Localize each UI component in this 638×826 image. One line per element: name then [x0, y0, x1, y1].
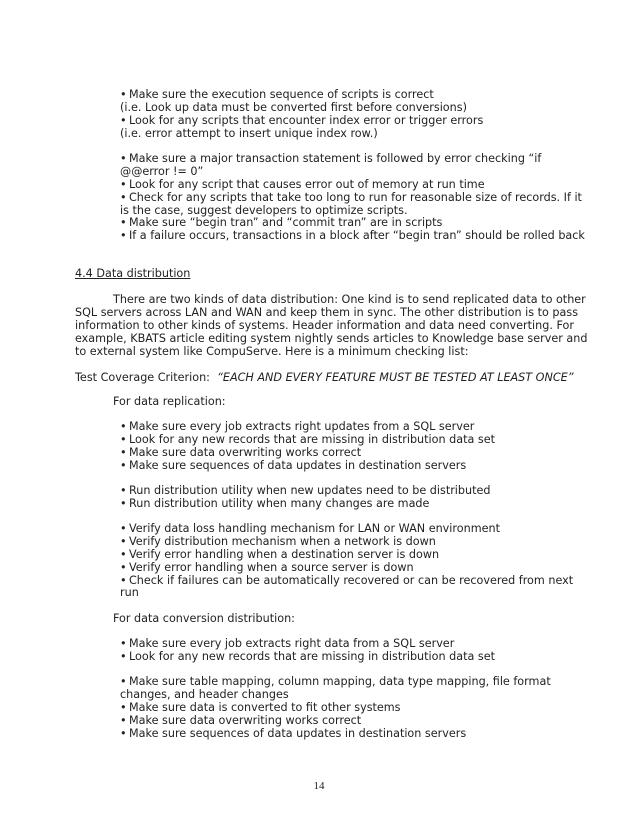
bullet: • [120, 675, 127, 688]
list-item: • Make sure sequences of data updates in destination servers [120, 726, 467, 740]
replication-list-3 [120, 523, 573, 600]
list-item-continuation: run [120, 586, 139, 600]
bullet: • [120, 649, 127, 663]
list-item: • Run distribution utility when many changes are made [120, 496, 430, 510]
conversion-list-2 [120, 676, 551, 740]
list-item: • Verify data loss handling mechanism for LAN or WAN environment [120, 522, 500, 535]
list-item: • Verify distribution mechanism when a network is down [120, 534, 436, 548]
list-item-continuation: (i.e. Look up data must be converted first before conversions) [120, 100, 467, 114]
bullet: • [120, 547, 127, 561]
bullet: • [120, 113, 127, 127]
replication-list-1 [120, 421, 495, 473]
list-item: • Make sure every job extracts right updates from a SQL server [120, 420, 475, 433]
intro-paragraph [75, 294, 587, 358]
bullet: • [120, 700, 127, 714]
bullet: • [120, 420, 127, 433]
list-item: • Make sure table mapping, column mapping, data type mapping, file format [120, 675, 551, 688]
page-number: 14 [313, 780, 325, 792]
bullet: • [120, 496, 127, 510]
list-item: • Make sure sequences of data updates in destination servers [120, 458, 467, 472]
list-item: • Verify error handling when a destination server is down [120, 547, 440, 561]
list-item: • Look for any new records that are missing in distribution data set [120, 432, 495, 446]
conversion-list-1 [120, 638, 495, 664]
conversion-heading: For data conversion distribution: [113, 612, 295, 625]
bullet: • [120, 445, 127, 459]
list-item: • Make sure a major transaction statement is followed by error checking “if [120, 152, 542, 165]
list-item-continuation: is the case, suggest developers to optimize scripts. [120, 203, 408, 217]
list-item: • Make sure data is converted to fit other systems [120, 700, 401, 714]
test-coverage-criterion [75, 372, 574, 385]
list-item: • Look for any scripts that encounter index error or trigger errors [120, 113, 484, 127]
list-item-continuation: changes, and header changes [120, 687, 289, 701]
bullet: • [120, 229, 127, 243]
bullet: • [120, 534, 127, 548]
list-item: • Make sure data overwriting works correct [120, 713, 362, 727]
paragraph-line: information to other kinds of systems. Header information and data need converting. For [75, 318, 574, 332]
list-item: • Make sure the execution sequence of scripts is correct [120, 88, 434, 101]
section-title: 4.4 Data distribution [75, 267, 191, 280]
bullet: • [120, 484, 127, 497]
bullet: • [120, 726, 127, 740]
bullet: • [120, 573, 127, 587]
criterion-value: “EACH AND EVERY FEATURE MUST BE TESTED AT LEAST ONCE” [217, 371, 574, 384]
bullet: • [120, 458, 127, 472]
paragraph-line: example, KBATS article editing system nightly sends articles to Knowledge base server and [75, 331, 588, 345]
bullet: • [120, 88, 127, 101]
list-item: • Check for any scripts that take too long to run for reasonable size of records. If it [120, 190, 582, 204]
list-item: • If a failure occurs, transactions in a block after “begin tran” should be rolled back [120, 229, 585, 243]
list-item: • Run distribution utility when new updates need to be distributed [120, 484, 491, 497]
list-item-continuation: (i.e. error attempt to insert unique index row.) [120, 126, 378, 140]
script-checks-list [120, 89, 483, 141]
bullet: • [120, 190, 127, 204]
transaction-checks-list [120, 153, 585, 243]
bullet: • [120, 522, 127, 535]
list-item: • Look for any new records that are missing in distribution data set [120, 649, 495, 663]
bullet: • [120, 713, 127, 727]
bullet: • [120, 216, 127, 230]
list-item: • Make sure data overwriting works correct [120, 445, 362, 459]
bullet: • [120, 560, 127, 574]
bullet: • [120, 152, 127, 165]
bullet: • [120, 637, 127, 650]
paragraph-line: There are two kinds of data distribution: One kind is to send replicated data to other [113, 293, 586, 306]
paragraph-line: to external system like CompuServe. Here is a minimum checking list: [75, 344, 469, 358]
list-item: • Make sure every job extracts right data from a SQL server [120, 637, 455, 650]
list-item: • Look for any script that causes error out of memory at run time [120, 177, 485, 191]
list-item: • Check if failures can be automatically recovered or can be recovered from next [120, 573, 574, 587]
list-item-continuation: @@error != 0” [120, 164, 204, 178]
criterion-label: Test Coverage Criterion: [75, 371, 210, 384]
bullet: • [120, 177, 127, 191]
list-item: • Make sure “begin tran” and “commit tran” are in scripts [120, 216, 443, 230]
paragraph-line: SQL servers across LAN and WAN and keep them in sync. The other distribution is to pass [75, 305, 579, 319]
list-item: • Verify error handling when a source server is down [120, 560, 414, 574]
replication-heading: For data replication: [113, 395, 226, 408]
replication-list-2 [120, 485, 490, 511]
bullet: • [120, 432, 127, 446]
